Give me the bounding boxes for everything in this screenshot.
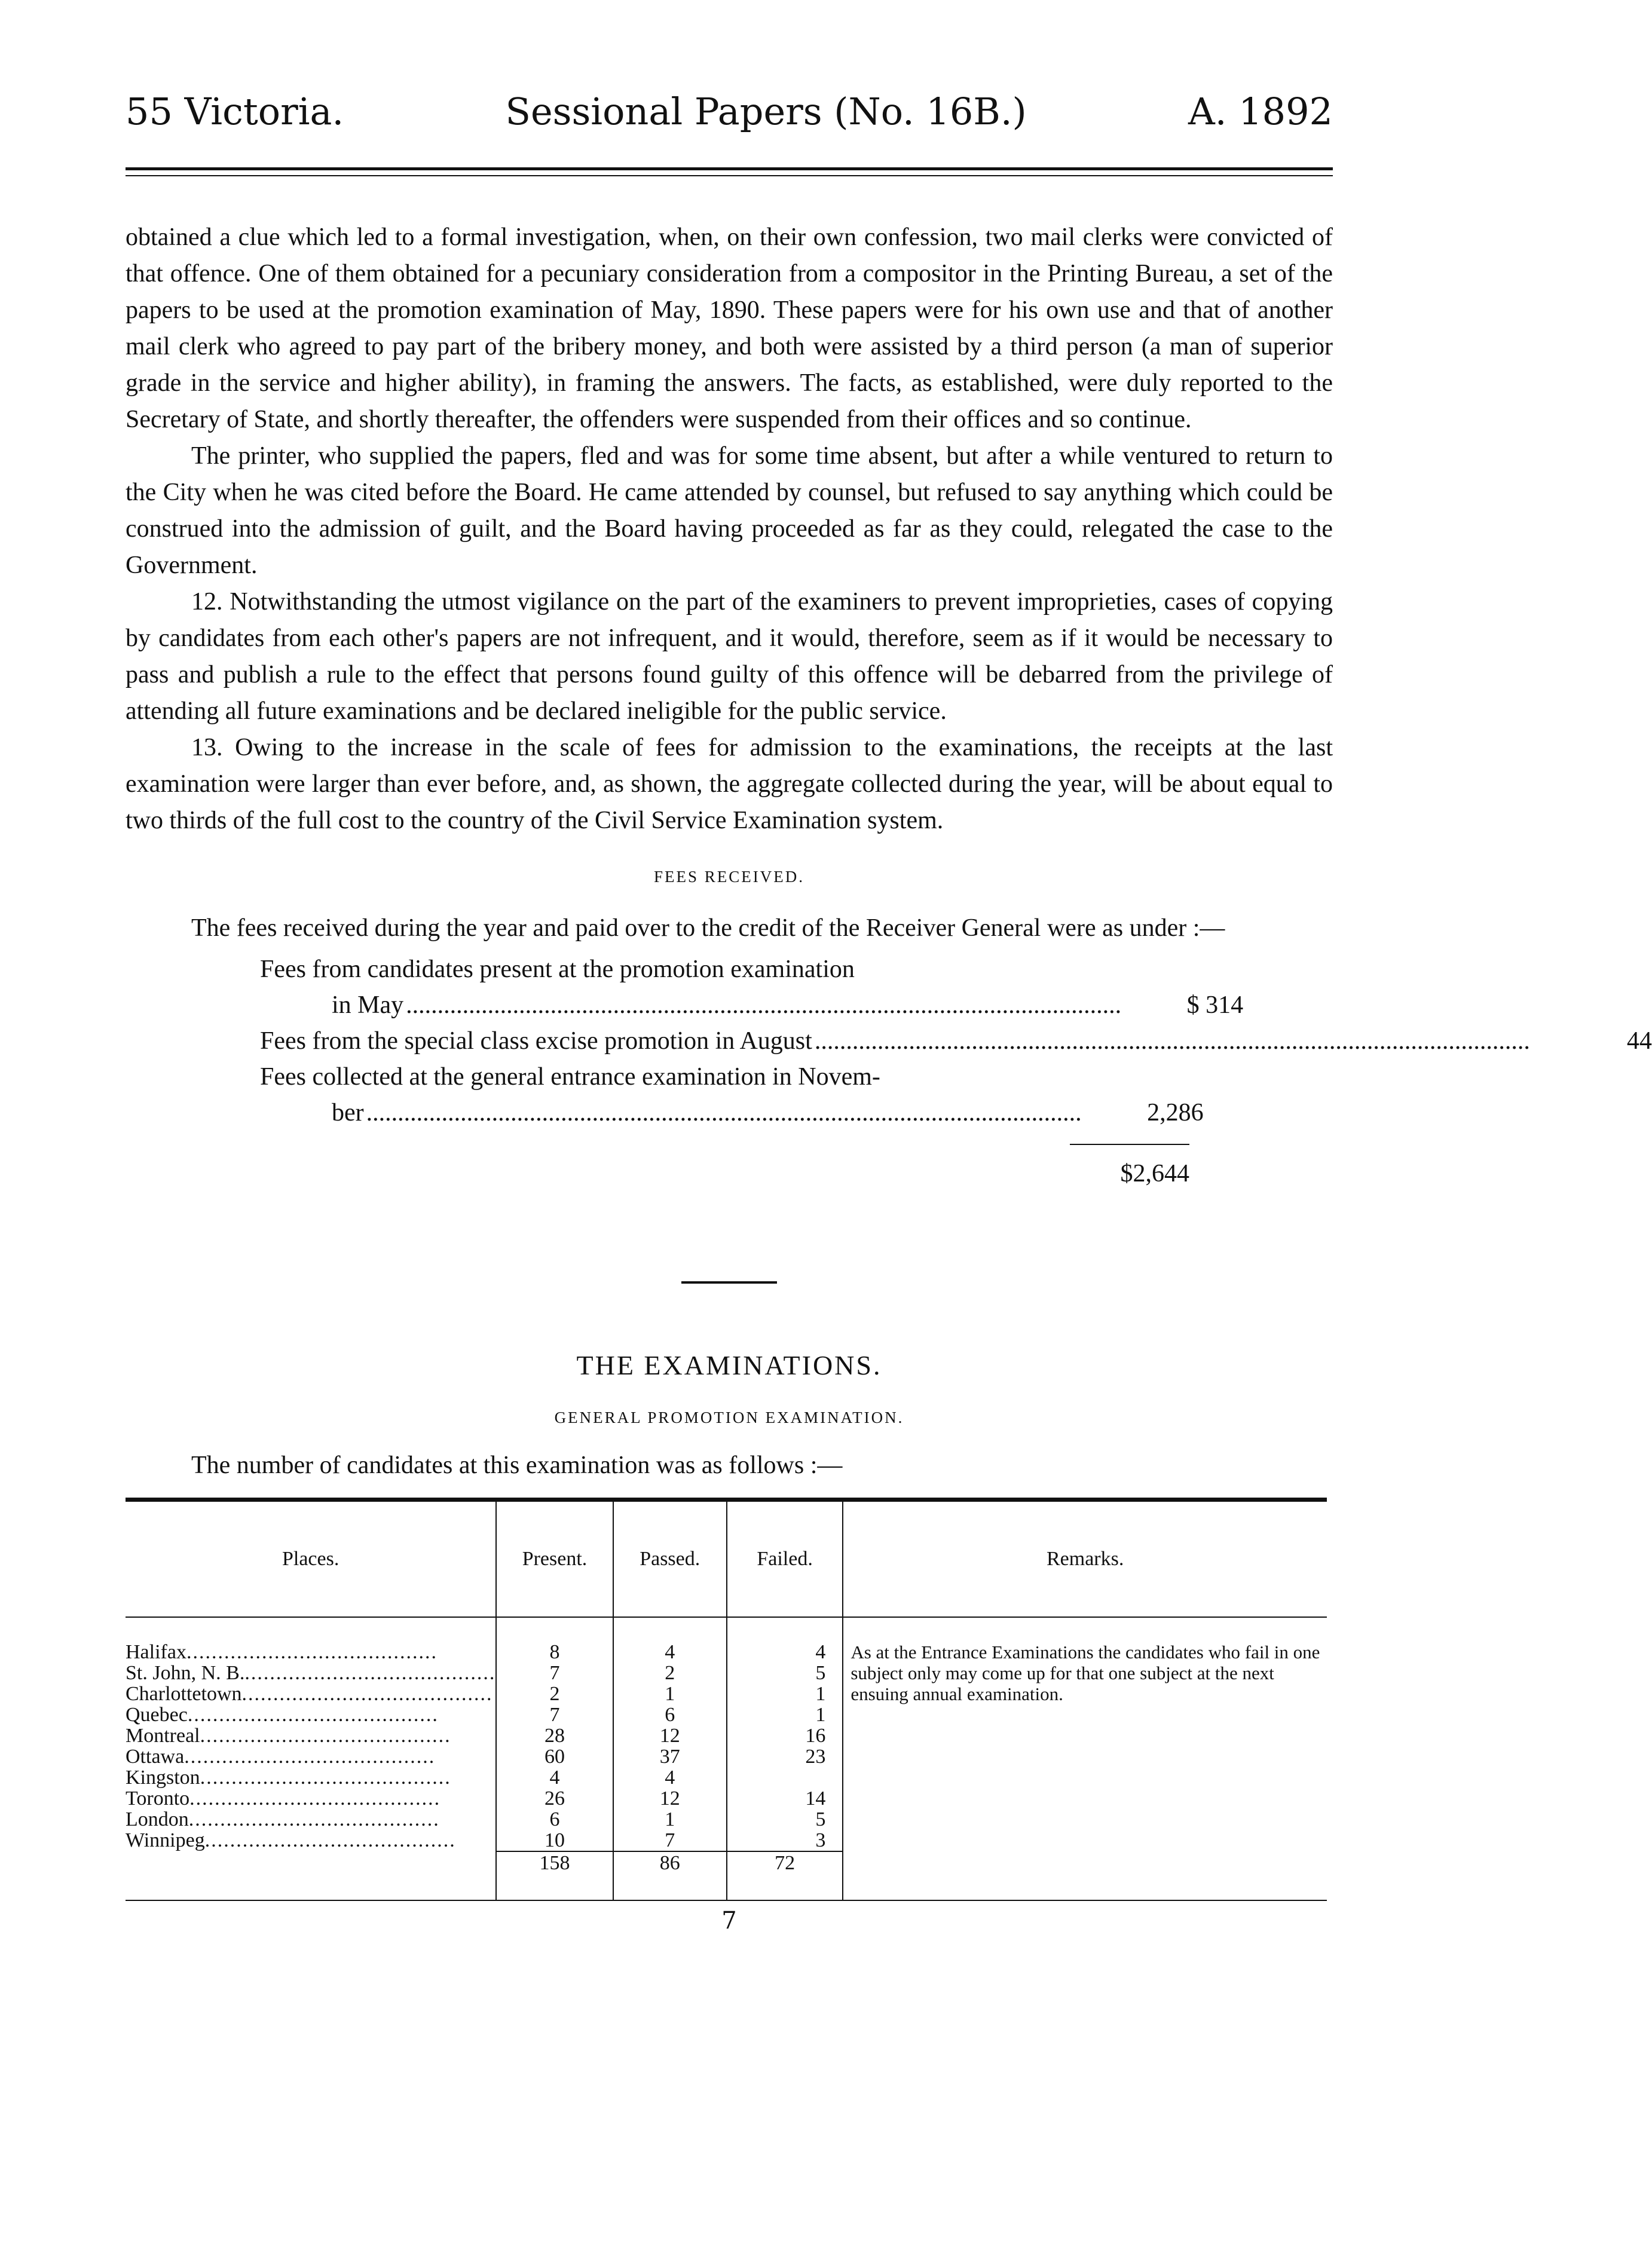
fees-intro-block xyxy=(126,910,1333,947)
passed-value: 6 xyxy=(665,1704,675,1726)
remarks-text: As at the Entrance Examinations the candidates who fail in one subject only may come up for that one subject at the next ensuing annual examination. xyxy=(851,1642,1320,1704)
leader-dots: .................................................................................................................. xyxy=(814,1027,1530,1055)
present-value: 10 xyxy=(544,1829,565,1851)
failed-value: 16 xyxy=(805,1725,826,1747)
document-page xyxy=(126,90,1652,1934)
column-header-present: Present. xyxy=(496,1500,613,1618)
place-name: Ottawa xyxy=(126,1746,185,1768)
passed-value: 37 xyxy=(659,1746,680,1768)
total-passed: 86 xyxy=(613,1851,727,1900)
fee-amount: 44 xyxy=(1626,1027,1652,1055)
fee-amount: 2,286 xyxy=(1147,1099,1204,1126)
present-value: 6 xyxy=(549,1808,560,1830)
paragraph: The printer, who supplied the papers, fled and was for some time absent, but after a while ventured to return to the City when he was cited before the Board. He came attended by counsel, but refused to say anything which could be construed into the admission of guilt, and the Board having proceeded as far as they could, relegated the case to the Government. xyxy=(126,442,1333,579)
leader-dots: ........................................ xyxy=(241,1683,493,1705)
leader-dots: ........................................ xyxy=(200,1767,451,1789)
failed-value: 1 xyxy=(815,1704,826,1726)
table-row xyxy=(126,1767,495,1788)
fee-description-cont: in May xyxy=(332,991,404,1019)
places-column xyxy=(126,1618,495,1851)
table-row xyxy=(126,1725,495,1746)
section-divider xyxy=(681,1281,777,1284)
totals-row xyxy=(126,1851,1327,1900)
table-bottom-rule xyxy=(126,1900,1327,1901)
fees-intro: The fees received during the year and paid over to the credit of the Receiver General were as under :— xyxy=(191,914,1225,942)
paragraph: 12. Notwithstanding the utmost vigilance on the part of the examiners to prevent improprieties, cases of copying by candidates from each other's papers are not infrequent, and it would, therefore, seem as if it would be necessary to pass and publish a rule to the effect that persons found guilty of this offence will be debarred from the privilege of attending all future examinations and be declared ineligible for the public service. xyxy=(126,588,1333,725)
header-paper-title: Sessional Papers (No. 16B.) xyxy=(505,90,1027,133)
leader-dots: ........................................ xyxy=(188,1808,440,1830)
table-header-row xyxy=(126,1500,1327,1618)
present-value: 7 xyxy=(549,1704,560,1726)
place-name: Quebec xyxy=(126,1704,188,1726)
column-header-remarks: Remarks. xyxy=(843,1500,1327,1618)
leader-dots: .................................................................................................................. xyxy=(366,1099,1082,1126)
place-name: Kingston xyxy=(126,1767,200,1789)
failed-column xyxy=(727,1618,843,1851)
failed-value xyxy=(727,1767,826,1788)
passed-value: 12 xyxy=(659,1725,680,1747)
passed-column xyxy=(614,1618,726,1851)
fees-heading: FEES RECEIVED. xyxy=(653,868,804,886)
place-name: London xyxy=(126,1808,189,1830)
fee-amount: $ 314 xyxy=(1186,991,1244,1019)
place-name: Winnipeg xyxy=(126,1829,205,1851)
candidates-table xyxy=(126,1498,1327,1900)
place-name: Montreal xyxy=(126,1725,200,1747)
failed-value: 4 xyxy=(815,1641,826,1663)
failed-value: 1 xyxy=(815,1683,826,1705)
table-row xyxy=(126,1746,495,1767)
present-value: 4 xyxy=(549,1767,560,1789)
place-name: Toronto xyxy=(126,1787,190,1810)
table-intro: The number of candidates at this examination was as follows :— xyxy=(191,1452,843,1479)
page-header xyxy=(126,90,1333,155)
place-name: Halifax xyxy=(126,1641,186,1663)
passed-value: 4 xyxy=(665,1641,675,1663)
present-value: 2 xyxy=(549,1683,560,1705)
paragraph: 13. Owing to the increase in the scale of fees for admission to the examinations, the receipts at the last examination were larger than ever before, and, as shown, the aggregate collected during the year, will be about equal to two thirds of the full cost to the country of the Civil Service Examination system. xyxy=(126,734,1333,834)
leader-dots: ........................................ xyxy=(244,1662,496,1684)
table-row xyxy=(126,1830,495,1851)
column-header-places: Places. xyxy=(126,1500,496,1618)
table-row xyxy=(126,1809,495,1830)
leader-dots: ........................................ xyxy=(184,1746,436,1768)
section-subtitle: GENERAL PROMOTION EXAMINATION. xyxy=(554,1409,904,1426)
header-year: A. 1892 xyxy=(1188,90,1333,133)
table-body-row xyxy=(126,1617,1327,1851)
leader-dots: ........................................ xyxy=(189,1787,441,1810)
leader-dots: ........................................ xyxy=(186,1641,438,1663)
leader-dots: ........................................ xyxy=(187,1704,439,1726)
passed-value: 12 xyxy=(659,1787,680,1810)
leader-dots: .................................................................................................................. xyxy=(406,991,1122,1019)
failed-value: 5 xyxy=(815,1808,826,1830)
fee-description: Fees from the special class excise promotion in August xyxy=(260,1027,812,1055)
present-value: 26 xyxy=(544,1787,565,1810)
failed-value: 3 xyxy=(815,1829,826,1851)
page-number: 7 xyxy=(721,1907,737,1934)
fee-description: Fees collected at the general entrance examination in Novem- xyxy=(260,1063,880,1091)
fee-description: Fees from candidates present at the promotion examination xyxy=(260,956,855,983)
column-header-passed: Passed. xyxy=(613,1500,727,1618)
present-value: 8 xyxy=(549,1641,560,1663)
fees-list xyxy=(260,951,1652,1192)
header-session: 55 Victoria. xyxy=(126,90,344,133)
table-row xyxy=(126,1663,495,1683)
leader-dots: ........................................ xyxy=(204,1829,456,1851)
present-column xyxy=(497,1618,612,1851)
table-row xyxy=(126,1683,495,1704)
section-title: THE EXAMINATIONS. xyxy=(576,1350,882,1380)
passed-value: 1 xyxy=(665,1808,675,1830)
table-row xyxy=(126,1704,495,1725)
table-row xyxy=(126,1788,495,1809)
passed-value: 1 xyxy=(665,1683,675,1705)
failed-value: 23 xyxy=(805,1746,826,1768)
total-failed: 72 xyxy=(727,1851,843,1900)
fees-total: $2,644 xyxy=(1120,1160,1189,1187)
paragraph: obtained a clue which led to a formal investigation, when, on their own confession, two mail clerks were convicted of that offence. One of them obtained for a pecuniary consideration from a compositor in the Printing Bureau, a set of the papers to be used at the promotion examination of May, 1890. These papers were for his own use and that of another mail clerk who agreed to pay part of the bribery money, and both were assisted by a third person (a man of superior grade in the service and higher ability), in framing the answers. The facts, as established, were duly reported to the Secretary of State, and shortly thereafter, the offenders were suspended from their offices and so continue. xyxy=(126,224,1333,433)
body-text xyxy=(126,219,1333,839)
leader-dots: ........................................ xyxy=(200,1725,451,1747)
fee-item xyxy=(260,951,1244,1023)
total-rule xyxy=(1070,1144,1189,1145)
place-name: Charlottetown xyxy=(126,1683,242,1705)
table-row xyxy=(126,1642,495,1663)
passed-value: 7 xyxy=(665,1829,675,1851)
fee-item xyxy=(260,1059,1204,1131)
present-value: 28 xyxy=(544,1725,565,1747)
present-value: 7 xyxy=(549,1662,560,1684)
passed-value: 4 xyxy=(665,1767,675,1789)
fee-description-cont: ber xyxy=(332,1099,364,1126)
column-header-failed: Failed. xyxy=(727,1500,843,1618)
failed-value: 14 xyxy=(805,1787,826,1810)
present-value: 60 xyxy=(544,1746,565,1768)
place-name: St. John, N. B. xyxy=(126,1662,245,1684)
passed-value: 2 xyxy=(665,1662,675,1684)
total-present: 158 xyxy=(496,1851,613,1900)
failed-value: 5 xyxy=(815,1662,826,1684)
header-rule xyxy=(126,167,1333,176)
fee-item xyxy=(260,1023,1652,1059)
